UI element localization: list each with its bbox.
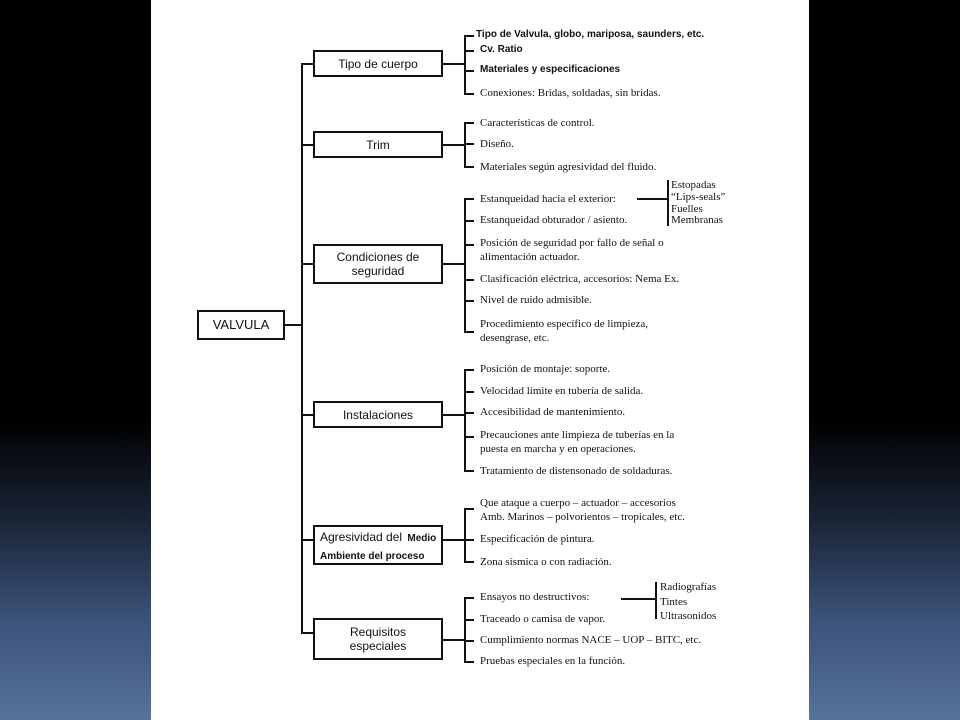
item-tick — [464, 50, 474, 52]
branch-item: Clasificación eléctrica, accesorios: Nema Ex. — [480, 273, 680, 285]
item-tick — [464, 436, 474, 438]
item-tick — [464, 508, 474, 510]
branch-item: Traceado o camisa de vapor. — [480, 613, 606, 625]
sub-item: Estopadas — [671, 179, 716, 191]
branch-item: desengrase, etc. — [480, 332, 550, 344]
box-connector — [443, 63, 465, 65]
branch-node-instalaciones — [313, 401, 443, 428]
branch-item: Tratamiento de distensonado de soldaduras. — [480, 465, 673, 477]
items-bracket — [464, 369, 466, 471]
item-tick — [464, 391, 474, 393]
branch-item: Cumplimiento normas NACE – UOP – BITC, etc. — [480, 634, 702, 646]
item-tick — [464, 220, 474, 222]
item-tick — [464, 244, 474, 246]
sub-connector — [621, 598, 655, 600]
branch-node-requisitos-especiales — [313, 618, 443, 660]
branch-item: Que ataque a cuerpo – actuador – accesorios — [480, 497, 676, 509]
branch-item: Velocidad límite en tubería de salida. — [480, 385, 644, 397]
branch-label: seguridad — [351, 264, 405, 278]
box-connector — [443, 263, 465, 265]
sub-item: Radiografías — [660, 581, 717, 593]
branch-item: Ensayos no destructivos: — [480, 591, 590, 603]
item-tick — [464, 597, 474, 599]
branch-item: Estanqueidad obturador / asiento. — [480, 214, 628, 226]
items-bracket — [464, 508, 466, 562]
branch-label: Tipo de cuerpo — [338, 56, 418, 71]
sub-item: Membranas — [671, 214, 723, 226]
item-tick — [464, 70, 474, 72]
branch-item: Precauciones ante limpieza de tuberías en la — [480, 429, 675, 441]
sub-connector — [637, 198, 667, 200]
branch-node-tipo-de-cuerpo — [313, 50, 443, 77]
branch-item: puesta en marcha y en operaciones. — [480, 443, 636, 455]
item-tick — [464, 93, 474, 95]
branch-connector — [301, 414, 313, 416]
item-tick — [464, 35, 474, 37]
branch-item: Posición de seguridad por fallo de señal o — [480, 237, 664, 249]
branch-item: Diseño. — [480, 138, 514, 150]
box-connector — [443, 639, 465, 641]
item-tick — [464, 561, 474, 563]
branch-label: especiales — [349, 639, 407, 653]
branch-label: Instalaciones — [342, 407, 414, 422]
root-node-valvula — [197, 310, 285, 340]
branch-label-overlay: Ambiente del proceso — [320, 551, 425, 562]
main-spine — [301, 63, 303, 632]
branch-label: Requisitos — [349, 625, 407, 639]
sub-bracket — [667, 180, 669, 226]
branch-item: Pruebas especiales en la función. — [480, 655, 626, 667]
branch-connector — [301, 263, 313, 265]
branch-connector — [301, 539, 313, 541]
branch-item: Especificación de pintura. — [480, 533, 595, 545]
item-tick — [464, 122, 474, 124]
item-tick — [464, 539, 474, 541]
items-bracket — [464, 597, 466, 662]
branch-item: Materiales y especificaciones — [480, 64, 621, 75]
box-connector — [443, 414, 465, 416]
root-connector — [285, 324, 302, 326]
item-tick — [464, 331, 474, 333]
branch-item: Materiales según agresividad del fluido. — [480, 161, 657, 173]
box-connector — [443, 144, 465, 146]
branch-label: Trim — [366, 137, 390, 152]
branch-node-trim — [313, 131, 443, 158]
item-tick — [464, 198, 474, 200]
items-bracket — [464, 198, 466, 331]
item-tick — [464, 640, 474, 642]
branch-item: Nivel de ruido admisible. — [480, 294, 592, 306]
sub-item: Ultrasonidos — [660, 610, 717, 622]
sub-item: Fuelles — [671, 203, 703, 215]
branch-item: Procedimiento específico de limpieza, — [480, 318, 648, 330]
items-bracket — [464, 35, 466, 94]
box-connector — [443, 539, 465, 541]
branch-item: Estanqueidad hacia el exterior: — [480, 193, 616, 205]
item-tick — [464, 279, 474, 281]
branch-label: Agresividad del — [320, 530, 403, 544]
branch-item: Posición de montaje: soporte. — [480, 363, 611, 375]
branch-connector — [301, 632, 313, 634]
branch-label: Condiciones de — [336, 250, 420, 264]
item-tick — [464, 412, 474, 414]
branch-connector — [301, 63, 313, 65]
branch-item: Cv. Ratio — [480, 44, 523, 55]
item-tick — [464, 369, 474, 371]
item-tick — [464, 470, 474, 472]
branch-item: Conexiones: Bridas, soldadas, sin bridas. — [480, 87, 661, 99]
branch-label-overlay: Medio — [407, 533, 437, 544]
item-tick — [464, 661, 474, 663]
branch-item: Amb. Marinos – polvorientos – tropicales, etc. — [480, 511, 685, 523]
sub-bracket — [655, 582, 657, 619]
branch-item: alimentación actuador. — [480, 251, 580, 263]
sub-item: Tintes — [660, 596, 688, 608]
branch-node-agresividad-del-medio — [313, 525, 443, 565]
branch-item: Zona sísmica o con radiación. — [480, 556, 612, 568]
branch-item: Características de control. — [480, 117, 595, 129]
item-tick — [464, 166, 474, 168]
root-label: VALVULA — [212, 317, 270, 332]
item-tick — [464, 619, 474, 621]
item-tick — [464, 143, 474, 145]
item-tick — [464, 300, 474, 302]
branch-item: Accesibilidad de mantenimiento. — [480, 406, 626, 418]
branch-connector — [301, 144, 313, 146]
slide-canvas — [151, 0, 809, 720]
branch-node-condiciones-de-seguridad — [313, 244, 443, 284]
sub-item: “Lips-seals” — [671, 191, 726, 203]
branch-item: Tipo de Valvula, globo, mariposa, saunders, etc. — [476, 29, 705, 40]
